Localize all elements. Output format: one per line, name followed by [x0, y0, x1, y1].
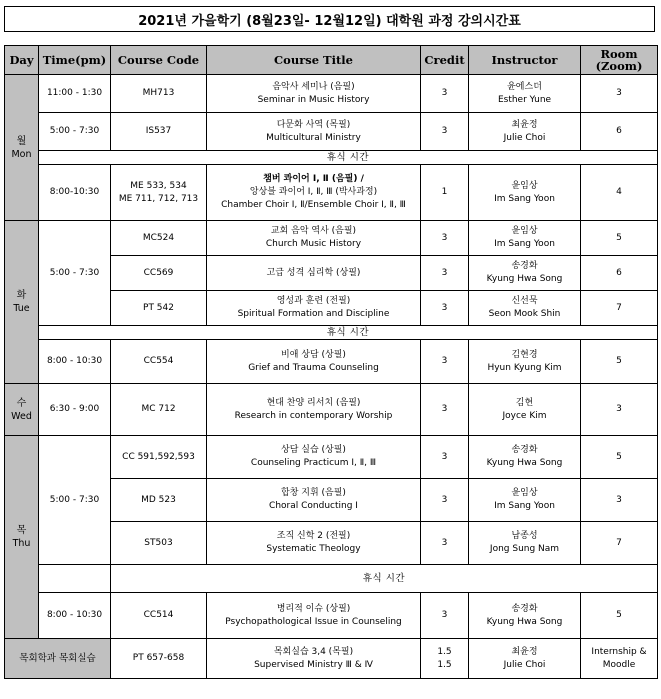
code-cell: PT 542 [111, 291, 207, 326]
table-row [5, 221, 658, 256]
break-row [5, 326, 658, 340]
table-row [5, 436, 658, 479]
instructor-cell: 최윤정 Julie Choi [469, 639, 581, 679]
code-cell: CC554 [111, 340, 207, 384]
code-cell: CC514 [111, 593, 207, 639]
day-thu: 목 Thu [5, 436, 39, 639]
credit-cell: 3 [421, 436, 469, 479]
header-credit: Credit [421, 46, 469, 75]
room-cell: 5 [581, 340, 658, 384]
course-title-cell: 목회실습 3,4 (목필) Supervised Ministry Ⅲ & Ⅳ [207, 639, 421, 679]
course-title-cell: 다문화 사역 (목필) Multicultural Ministry [207, 113, 421, 151]
table-row [5, 384, 658, 436]
instructor-cell: 송경화 Kyung Hwa Song [469, 436, 581, 479]
code-cell: PT 657-658 [111, 639, 207, 679]
code-cell: MC524 [111, 221, 207, 256]
day-wed: 수 Wed [5, 384, 39, 436]
code-cell: CC 591,592,593 [111, 436, 207, 479]
time-cell: 11:00 - 1:30 [39, 75, 111, 113]
credit-cell: 3 [421, 256, 469, 291]
instructor-cell: 윤에스더 Esther Yune [469, 75, 581, 113]
course-title-cell: 음악사 세미나 (음필) Seminar in Music History [207, 75, 421, 113]
header-title: Course Title [207, 46, 421, 75]
instructor-cell: 윤임상 Im Sang Yoon [469, 479, 581, 522]
course-title-cell: 현대 찬양 리서치 (음필) Research in contemporary Worship [207, 384, 421, 436]
day-tue: 화 Tue [5, 221, 39, 384]
room-cell: 3 [581, 384, 658, 436]
code-cell: IS537 [111, 113, 207, 151]
blank-cell [39, 565, 111, 593]
day-practicum: 목회학과 목회실습 [5, 639, 111, 679]
header-time: Time(pm) [39, 46, 111, 75]
credit-cell: 3 [421, 593, 469, 639]
credit-cell: 3 [421, 340, 469, 384]
room-cell: 5 [581, 436, 658, 479]
room-cell: 7 [581, 522, 658, 565]
credit-cell: 1 [421, 165, 469, 221]
table-row [5, 165, 658, 221]
code-cell: ME 533, 534 ME 711, 712, 713 [111, 165, 207, 221]
room-cell: 3 [581, 479, 658, 522]
code-cell: MD 523 [111, 479, 207, 522]
header-room: Room (Zoom) [581, 46, 658, 75]
table-row [5, 75, 658, 113]
instructor-cell: 송경화 Kyung Hwa Song [469, 593, 581, 639]
table-row [5, 113, 658, 151]
time-cell: 5:00 - 7:30 [39, 113, 111, 151]
credit-cell: 1.5 1.5 [421, 639, 469, 679]
instructor-cell: 김현경 Hyun Kyung Kim [469, 340, 581, 384]
course-title-cell: 교회 음악 역사 (음필) Church Music History [207, 221, 421, 256]
code-cell: CC569 [111, 256, 207, 291]
course-title-cell: 비애 상담 (상필) Grief and Trauma Counseling [207, 340, 421, 384]
course-title-cell: 조직 신학 2 (전필) Systematic Theology [207, 522, 421, 565]
table-row [5, 593, 658, 639]
room-cell: Internship & Moodle [581, 639, 658, 679]
instructor-cell: 김현 Joyce Kim [469, 384, 581, 436]
instructor-cell: 윤임상 Im Sang Yoon [469, 165, 581, 221]
instructor-cell: 최윤정 Julie Choi [469, 113, 581, 151]
course-title-cell: 병리적 이슈 (상필) Psychopathological Issue in Counseling [207, 593, 421, 639]
instructor-cell: 남종성 Jong Sung Nam [469, 522, 581, 565]
break-label: 휴식 시간 [111, 565, 658, 593]
time-cell: 8:00-10:30 [39, 165, 111, 221]
instructor-cell: 송경화 Kyung Hwa Song [469, 256, 581, 291]
room-cell: 7 [581, 291, 658, 326]
break-label: 휴식 시간 [39, 151, 658, 165]
code-cell: MH713 [111, 75, 207, 113]
schedule-title: 2021년 가을학기 (8월23일- 12월12일) 대학원 과정 강의시간표 [4, 6, 655, 32]
course-title-cell: 영성과 훈련 (전필) Spiritual Formation and Discipline [207, 291, 421, 326]
header-day: Day [5, 46, 39, 75]
time-cell: 8:00 - 10:30 [39, 593, 111, 639]
course-title-cell: 합창 지휘 (음필) Choral Conducting Ⅰ [207, 479, 421, 522]
break-row [5, 565, 658, 593]
code-cell: MC 712 [111, 384, 207, 436]
instructor-cell: 신선묵 Seon Mook Shin [469, 291, 581, 326]
header-code: Course Code [111, 46, 207, 75]
header-instructor: Instructor [469, 46, 581, 75]
instructor-cell: 윤임상 Im Sang Yoon [469, 221, 581, 256]
room-cell: 6 [581, 256, 658, 291]
break-row [5, 151, 658, 165]
schedule-table [4, 45, 658, 679]
credit-cell: 3 [421, 291, 469, 326]
header-row [5, 46, 658, 75]
credit-cell: 3 [421, 75, 469, 113]
credit-cell: 3 [421, 479, 469, 522]
room-cell: 4 [581, 165, 658, 221]
room-cell: 5 [581, 221, 658, 256]
table-row [5, 639, 658, 679]
break-label: 휴식 시간 [39, 326, 658, 340]
credit-cell: 3 [421, 113, 469, 151]
room-cell: 6 [581, 113, 658, 151]
credit-cell: 3 [421, 522, 469, 565]
time-cell: 5:00 - 7:30 [39, 221, 111, 326]
time-cell: 6:30 - 9:00 [39, 384, 111, 436]
code-cell: ST503 [111, 522, 207, 565]
course-title-cell: 챔버 콰이어 Ⅰ, Ⅱ (음필) / 앙상블 콰이어 Ⅰ, Ⅱ, Ⅲ (박사과정) Chamber Choir Ⅰ, Ⅱ/Ensemble Choir Ⅰ, Ⅱ, Ⅲ [207, 165, 421, 221]
course-title-cell: 고급 성격 심리학 (상필) [207, 256, 421, 291]
room-cell: 5 [581, 593, 658, 639]
table-row [5, 340, 658, 384]
room-cell: 3 [581, 75, 658, 113]
credit-cell: 3 [421, 221, 469, 256]
day-mon: 월 Mon [5, 75, 39, 221]
credit-cell: 3 [421, 384, 469, 436]
time-cell: 5:00 - 7:30 [39, 436, 111, 565]
time-cell: 8:00 - 10:30 [39, 340, 111, 384]
course-title-cell: 상담 실습 (상필) Counseling Practicum Ⅰ, Ⅱ, Ⅲ [207, 436, 421, 479]
